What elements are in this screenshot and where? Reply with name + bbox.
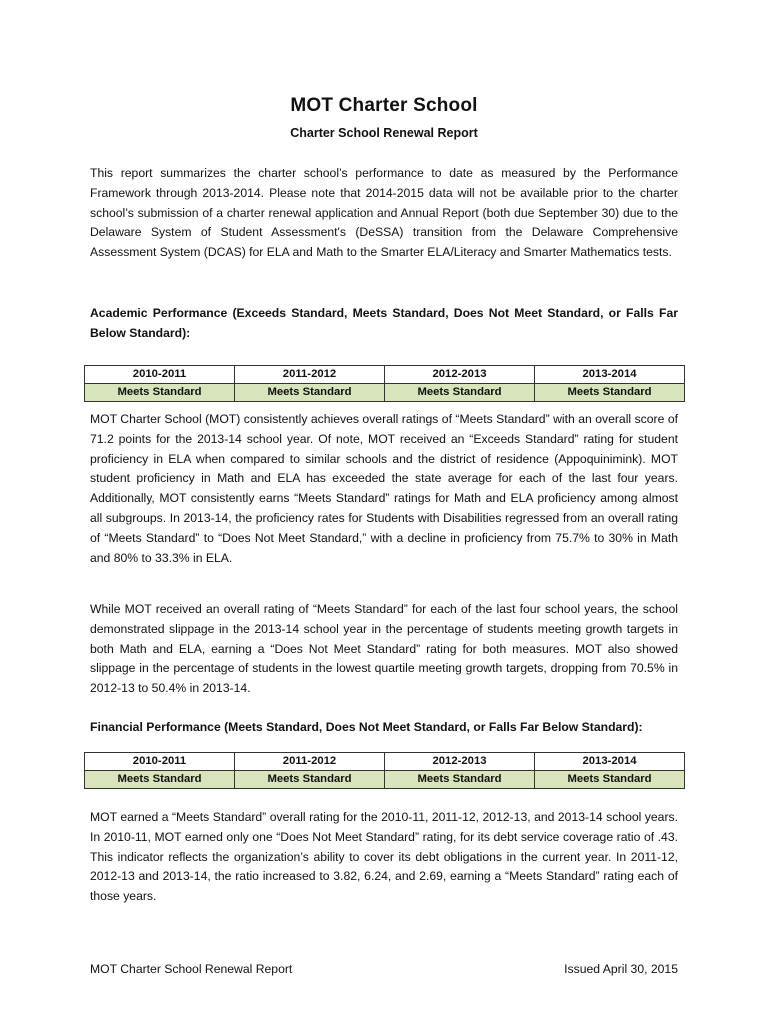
academic-paragraph-2: While MOT received an overall rating of “Meets Standard” for each of the last four school years, the school demonstrated slippage in the 2013-14 school year in the percentage of students meeting growth targets in both Math and ELA, earning a “Does Not Meet Standard” rating for both measures. MOT also showed slippage in the percentage of students in the lowest quartile meeting growth targets, dropping from 70.5% in 2012-13 to 50.4% in 2013-14. <box>90 602 678 696</box>
financial-heading: Financial Performance (Meets Standard, Does Not Meet Standard, or Falls Far Below Standard): <box>90 720 643 734</box>
rating-cell: Meets Standard <box>235 771 385 789</box>
year-cell: 2013-2014 <box>535 753 685 771</box>
academic-paragraph-1: MOT Charter School (MOT) consistently achieves overall ratings of “Meets Standard” with an overall score of 71.2 points for the 2013-14 school year. Of note, MOT received an “Exceeds Standard” rating for student proficiency in ELA when compared to similar schools and the district of residence (Appoquinimink). MOT student proficiency in Math and ELA has exceeded the state average for each of the last four years. Additionally, MOT consistently earns “Meets Standard” ratings for Math and ELA proficiency among almost all subgroups. In 2013-14, the proficiency rates for Students with Disabilities regressed from an overall rating of “Meets Standard” to “Does Not Meet Standard,” with a decline in proficiency from 75.7% to 30% in Math and 80% to 33.3% in ELA. <box>90 412 678 565</box>
financial-ratings-table <box>84 752 685 789</box>
table-header-row <box>85 753 685 771</box>
year-cell: 2013-2014 <box>535 366 685 384</box>
year-cell: 2012-2013 <box>385 753 535 771</box>
financial-paragraph-1: MOT earned a “Meets Standard” overall rating for the 2010-11, 2011-12, 2012-13, and 2013-14 school years. In 2010-11, MOT earned only one “Does Not Meet Standard” rating, for its debt service coverage ratio of .43. This indicator reflects the organization’s ability to cover its debt obligations in the current year. In 2011-12, 2012-13 and 2013-14, the ratio increased to 3.82, 6.24, and 2.69, earning a “Meets Standard” rating each of those years. <box>90 810 678 904</box>
table-row <box>85 384 685 402</box>
year-cell: 2011-2012 <box>235 366 385 384</box>
academic-heading: Academic Performance (Exceeds Standard, Meets Standard, Does Not Meet Standard, or Falls Far Below Standard): <box>90 306 678 340</box>
year-cell: 2011-2012 <box>235 753 385 771</box>
rating-cell: Meets Standard <box>535 384 685 402</box>
rating-cell: Meets Standard <box>535 771 685 789</box>
table-row <box>85 771 685 789</box>
footer-issue-date: Issued April 30, 2015 <box>564 962 678 976</box>
rating-cell: Meets Standard <box>85 384 235 402</box>
year-cell: 2010-2011 <box>85 753 235 771</box>
footer-report-name: MOT Charter School Renewal Report <box>90 962 293 976</box>
rating-cell: Meets Standard <box>385 771 535 789</box>
rating-cell: Meets Standard <box>85 771 235 789</box>
year-cell: 2010-2011 <box>85 366 235 384</box>
table-header-row <box>85 366 685 384</box>
page-title: MOT Charter School <box>290 95 478 116</box>
page-subtitle: Charter School Renewal Report <box>290 126 478 140</box>
rating-cell: Meets Standard <box>385 384 535 402</box>
intro-paragraph: This report summarizes the charter school’s performance to date as measured by the Performance Framework through 2013-2014. Please note that 2014-2015 data will not be available prior to the charter school’s submission of a charter renewal application and Annual Report (both due September 30) due to the Delaware System of Student Assessment's (DeSSA) transition from the Delaware Comprehensive Assessment System (DCAS) for ELA and Math to the Smarter ELA/Literacy and Smarter Mathematics tests. <box>90 166 678 260</box>
year-cell: 2012-2013 <box>385 366 535 384</box>
rating-cell: Meets Standard <box>235 384 385 402</box>
academic-ratings-table <box>84 365 685 402</box>
